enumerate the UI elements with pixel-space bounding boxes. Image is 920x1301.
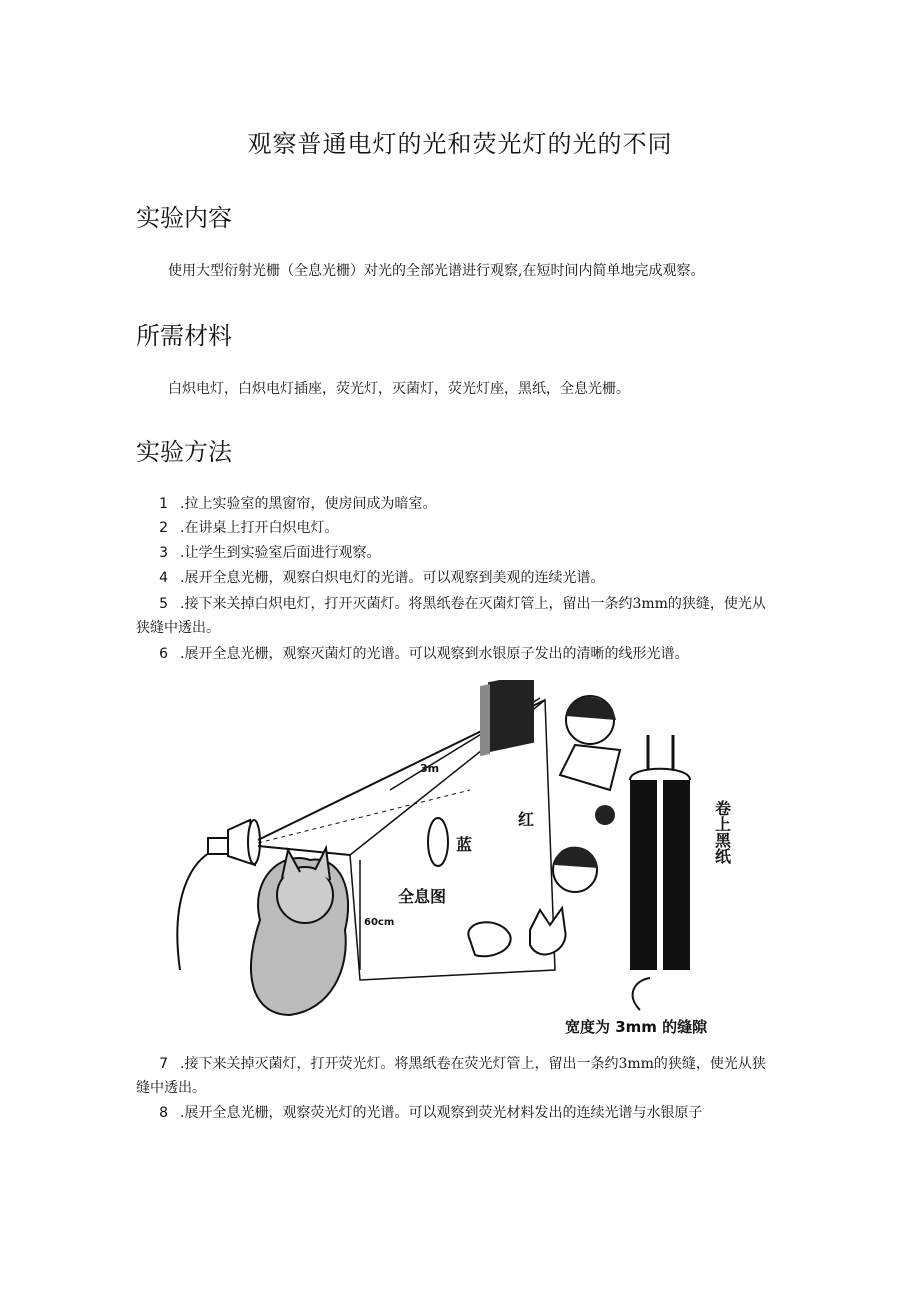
slit — [657, 780, 663, 970]
blue-label: 蓝 — [456, 835, 473, 854]
method-step-2: 2 .在讲桌上打开白炽电灯。 — [159, 520, 339, 536]
hologram-ellipse — [428, 818, 448, 866]
hologram-label: 全息图 — [398, 887, 447, 906]
slit-label: 宽度为 3mm 的缝隙 — [565, 1018, 708, 1036]
student-heads-bottom — [468, 908, 565, 956]
method-step-6: 6 .展开全息光栅，观察灭菌灯的光谱。可以观察到水银原子发出的清晰的线形光谱。 — [159, 646, 689, 662]
lamp-cord — [177, 850, 215, 970]
section-heading-materials: 所需材料 — [136, 322, 232, 350]
black-paper-label: 卷上黑纸 — [712, 800, 732, 864]
slit-pointer — [633, 978, 650, 1010]
method-step-8: 8 .展开全息光栅，观察荧光灯的光谱。可以观察到荧光材料发出的连续光谱与水银原子 — [159, 1105, 703, 1121]
cat-figure — [251, 848, 348, 1015]
method-step-3: 3 .让学生到实验室后面进行观察。 — [159, 545, 381, 561]
section-heading-method: 实验方法 — [136, 438, 232, 466]
method-step-5: 5 .接下来关掉白炽电灯，打开灭菌灯。将黑纸卷在灭菌灯管上，留出一条约3mm的狭缝，使光从狭缝中透出。 — [136, 596, 766, 636]
student-head-middle — [553, 847, 598, 892]
method-step-4: 4 .展开全息光栅，观察白炽电灯的光谱。可以观察到美观的连续光谱。 — [159, 570, 605, 586]
spectrum-band — [480, 680, 534, 756]
student-figure — [560, 696, 620, 825]
height-label: 60cm — [364, 917, 395, 928]
ray-bottom — [258, 846, 350, 855]
page-title: 观察普通电灯的光和荧光灯的光的不同 — [247, 130, 673, 158]
materials-paragraph: 白炽电灯，白炽电灯插座，荧光灯，灭菌灯，荧光灯座，黑纸，全息光栅。 — [168, 381, 630, 397]
red-label: 红 — [518, 810, 535, 829]
section-heading-content: 实验内容 — [136, 204, 232, 232]
distance-label: 3m — [420, 762, 440, 775]
fluorescent-tube — [630, 735, 690, 970]
experiment-illustration — [170, 680, 750, 1040]
content-paragraph: 使用大型衍射光栅（全息光栅）对光的全部光谱进行观察,在短时间内简单地完成观察。 — [168, 263, 705, 279]
method-step-7: 7 .接下来关掉灭菌灯，打开荧光灯。将黑纸卷在荧光灯管上，留出一条约3mm的狭缝，使光从狭缝中透出。 — [136, 1056, 766, 1096]
lamp-icon — [208, 820, 260, 865]
method-step-1: 1 .拉上实验室的黑窗帘，使房间成为暗室。 — [159, 496, 437, 512]
